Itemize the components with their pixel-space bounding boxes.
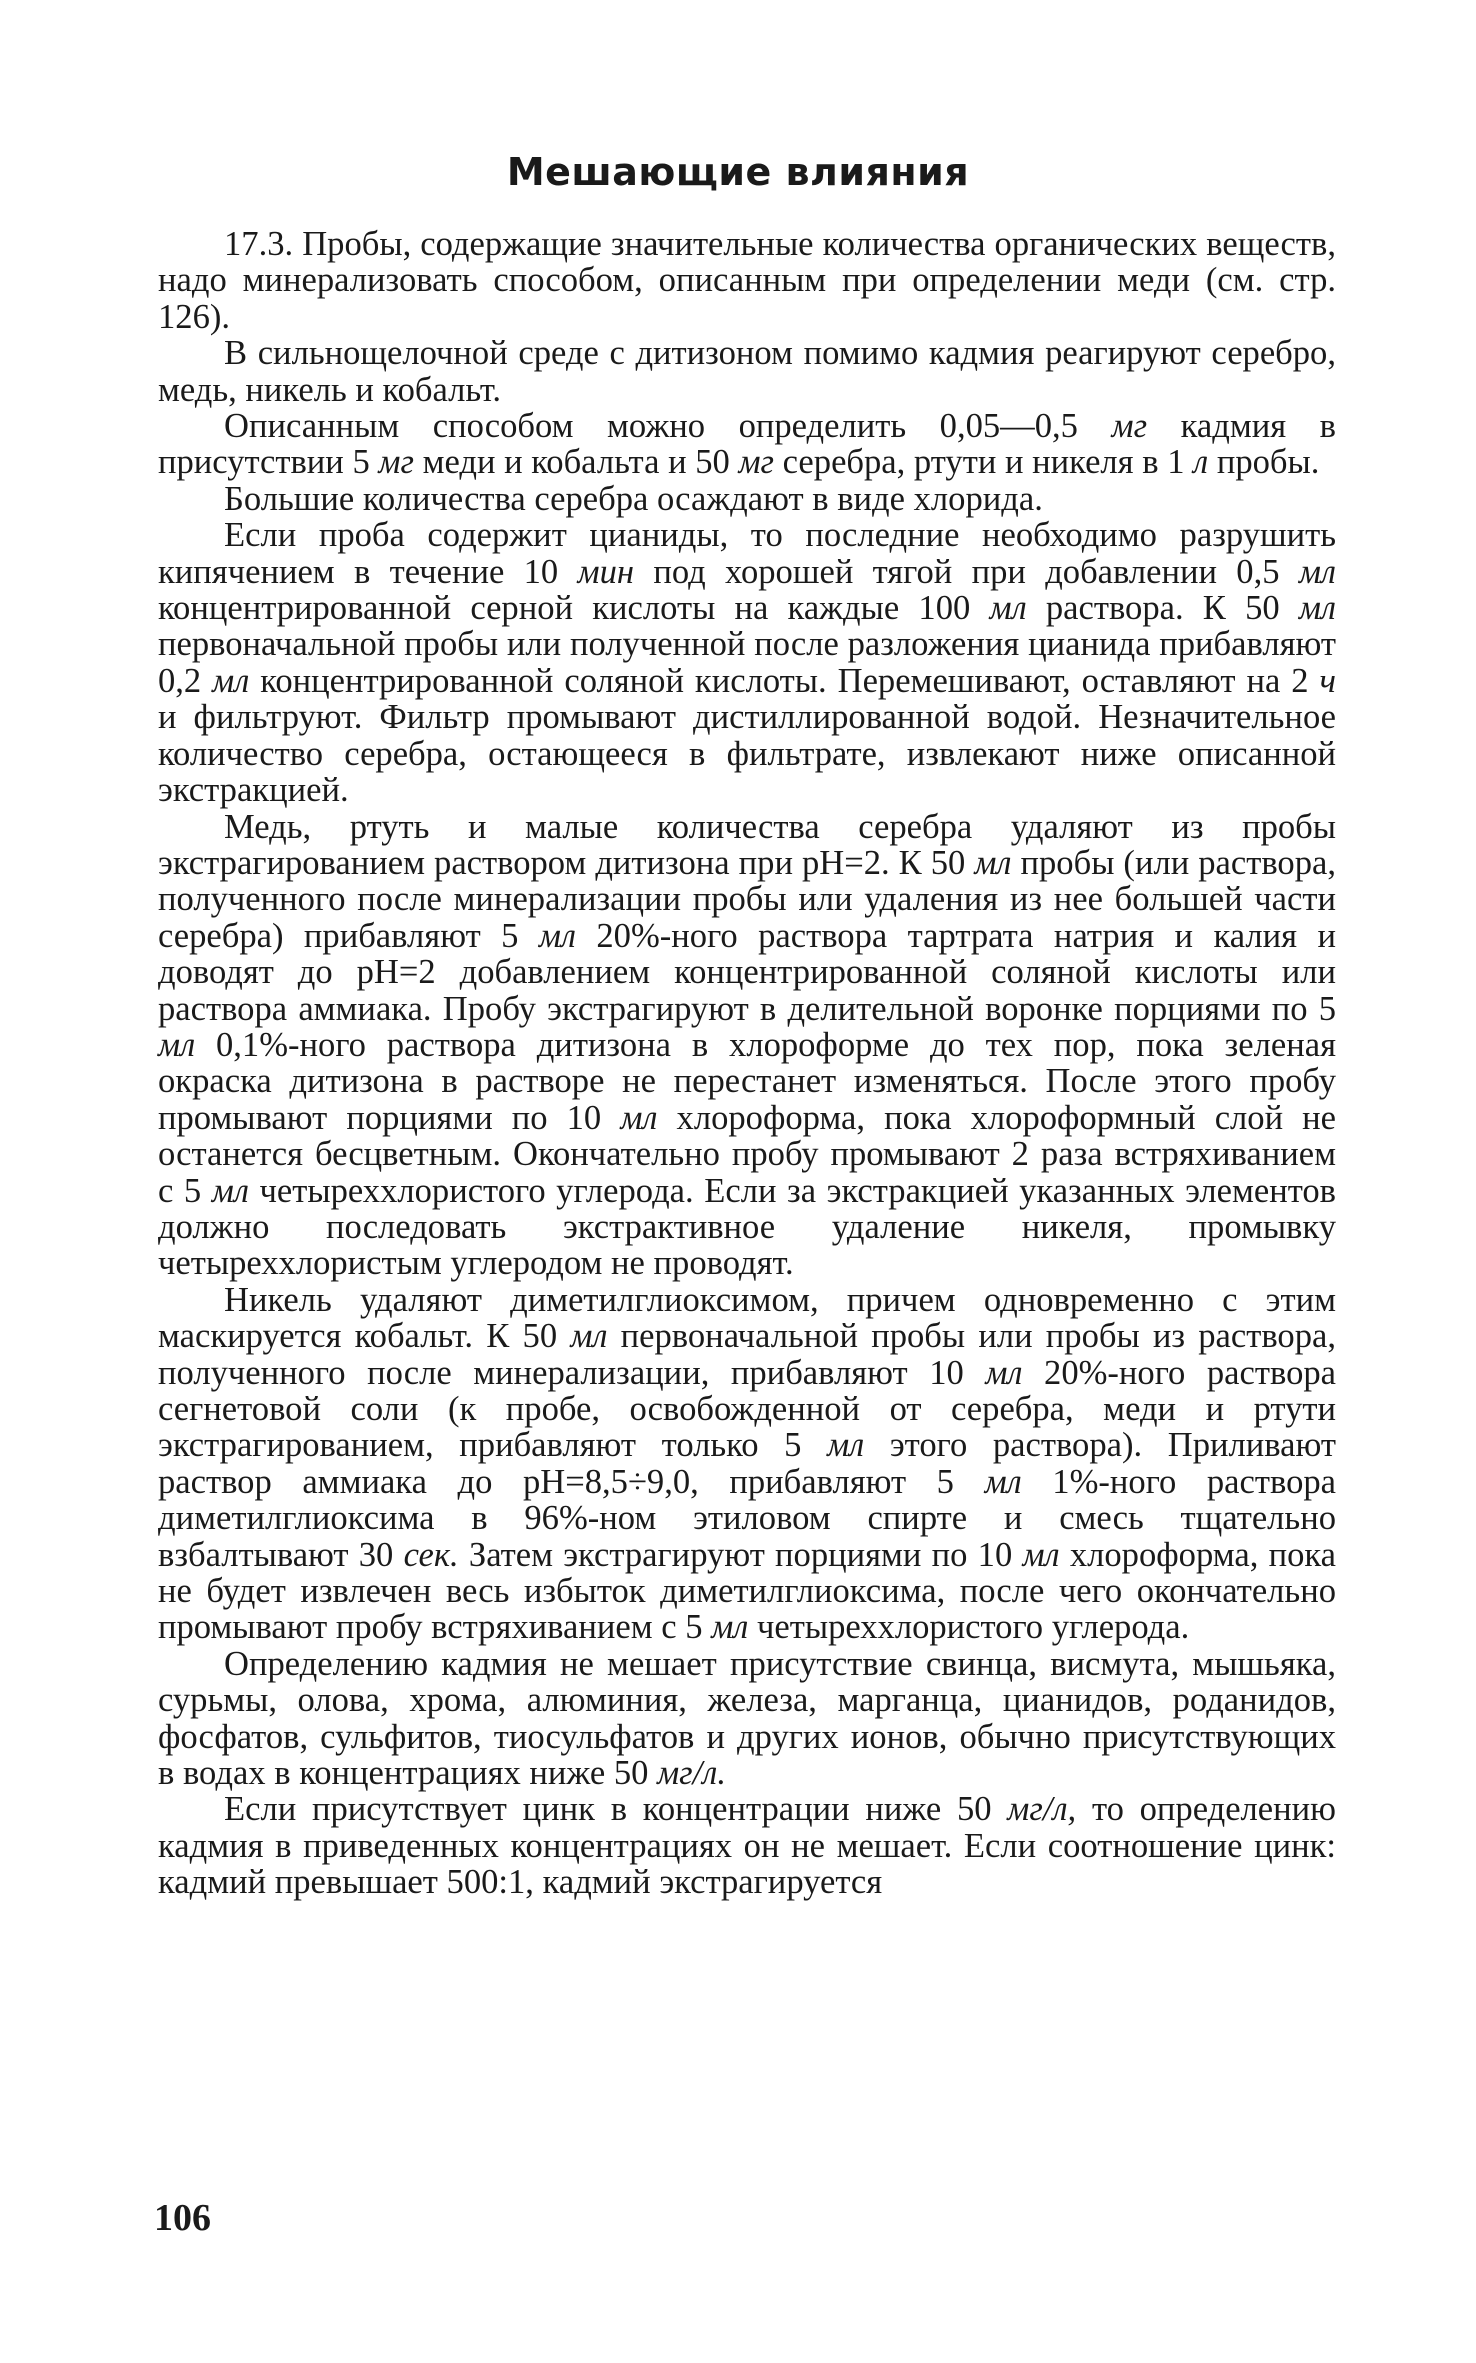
- text-run: Определению кадмия не мешает присутствие свинца, висмута, мышьяка, сурьмы, олова, хрома, алюминия, железа, марганца, цианидов, роданидов, фосфатов, сульфитов, тиосульфатов и других ионов, обычно присутствующих в водах в концентрациях ниже 50: [158, 1644, 1336, 1793]
- unit-text: мг: [738, 443, 775, 482]
- text-run: и фильтруют. Фильтр промывают дистиллированной водой. Незначительное количество серебра, остающееся в фильтрате, извлекают ниже описанной экстракцией.: [158, 698, 1336, 810]
- text-run: первоначальной пробы или полученной после разложения цианида прибавляют 0,2: [158, 625, 1336, 700]
- text-run: меди и кобальта и 50: [413, 443, 739, 482]
- unit-text: мл: [570, 1317, 608, 1356]
- text-run: хлороформа, пока не будет извлечен весь избыток диметилглиоксима, после чего окончательно промывают пробу встряхиванием с 5: [158, 1535, 1337, 1647]
- text-run: концентрированной соляной кислоты. Перемешивают, оставляют на 2: [249, 661, 1320, 700]
- unit-text: мл: [538, 916, 576, 955]
- text-run: концентрированной серной кислоты на каждые 100: [158, 589, 990, 628]
- text-run: 17.3. Пробы, содержащие значительные количества органических веществ, надо минерализовать способом, описанным при определении меди (см. стр. 126).: [158, 225, 1336, 336]
- unit-text: мл: [711, 1608, 749, 1647]
- unit-text: мг/л.: [657, 1754, 726, 1793]
- paragraph: [158, 1791, 1336, 1900]
- text-run: раствора. К 50: [1026, 589, 1299, 628]
- unit-text: мин: [577, 552, 635, 591]
- paragraph: [158, 517, 1336, 808]
- text-run: пробы (или раствора, полученного после минерализации пробы или удаления из нее большей части серебра) прибавляют 5: [158, 843, 1336, 955]
- unit-text: мл: [989, 589, 1027, 628]
- unit-text: мл: [620, 1098, 658, 1137]
- body-text: [158, 226, 1336, 1901]
- text-run: В сильнощелочной среде с дитизоном помимо кадмия реагируют серебро, медь, никель и кобальт.: [158, 334, 1336, 409]
- unit-text: мл: [984, 1462, 1022, 1501]
- text-run: Описанным способом можно определить 0,05—0,5: [224, 407, 1112, 446]
- text-run: под хорошей тягой при добавлении 0,5: [634, 552, 1299, 591]
- text-run: 1%-ного раствора диметилглиоксима в 96%-ном этиловом спирте и смесь тщательно взбалтывают 30: [158, 1462, 1336, 1574]
- paragraph: [158, 481, 1336, 517]
- text-run: кадмия в присутствии 5: [158, 407, 1336, 482]
- paragraph: [158, 408, 1336, 481]
- text-run: Если проба содержит цианиды, то последние необходимо разрушить кипячением в течение 10: [158, 516, 1336, 591]
- paragraph: [158, 335, 1336, 408]
- unit-text: мл: [211, 1171, 249, 1210]
- paragraph: [158, 1646, 1336, 1792]
- text-run: 0,1%-ного раствора дитизона в хлороформе до тех пор, пока зеленая окраска дитизона в растворе не перестанет изменяться. После этого пробу промывают порциями по 10: [158, 1025, 1336, 1137]
- page-number: 106: [154, 2197, 211, 2239]
- unit-text: мл: [974, 843, 1012, 882]
- unit-text: мл: [827, 1426, 865, 1465]
- paragraph: [158, 1282, 1336, 1646]
- paragraph: [158, 809, 1336, 1282]
- unit-text: мл: [212, 661, 250, 700]
- text-run: четыреххлористого углерода.: [748, 1608, 1190, 1647]
- section-heading: Мешающие влияния: [506, 150, 970, 194]
- unit-text: мл: [158, 1025, 196, 1064]
- paragraph: [158, 226, 1336, 335]
- text-run: этого раствора). Приливают раствор аммиака до pH=8,5÷9,0, прибавляют 5: [158, 1426, 1336, 1501]
- text-run: хлороформа, пока хлороформный слой не останется бесцветным. Окончательно пробу промывают 2 раза встряхиванием с 5: [158, 1098, 1337, 1210]
- text-run: Медь, ртуть и малые количества серебра удаляют из пробы экстрагированием раствором дитизона при pH=2. К 50: [158, 807, 1336, 882]
- text-run: первоначальной пробы или пробы из раствора, полученного после минерализации, прибавляют 10: [158, 1317, 1336, 1392]
- unit-text: мг: [1111, 407, 1148, 446]
- text-run: четыреххлористого углерода. Если за экстракцией указанных элементов должно последовать экстрактивное удаление никеля, промывку четыреххлористым углеродом не проводят.: [158, 1171, 1336, 1283]
- unit-text: мл: [985, 1353, 1023, 1392]
- text-run: Затем экстрагируют порциями по 10: [458, 1535, 1023, 1574]
- unit-text: мл: [1022, 1535, 1060, 1574]
- unit-text: мл: [1298, 589, 1336, 628]
- text-run: Большие количества серебра осаждают в виде хлорида.: [224, 479, 1043, 518]
- text-run: Если присутствует цинк в концентрации ниже 50: [224, 1790, 1008, 1829]
- text-run: 20%-ного раствора тартрата натрия и калия и доводят до pH=2 добавлением концентрированной соляной кислоты или раствора аммиака. Пробу экстрагируют в делительной воронке порциями по 5: [158, 916, 1336, 1028]
- unit-text: л: [1193, 443, 1209, 482]
- text-run: 20%-ного раствора сегнетовой соли (к пробе, освобожденной от серебра, меди и ртути экстрагированием, прибавляют только 5: [158, 1353, 1336, 1465]
- unit-text: сек.: [403, 1535, 459, 1574]
- text-run: Никель удаляют диметилглиоксимом, причем одновременно с этим маскируется кобальт. К 50: [158, 1280, 1336, 1356]
- unit-text: мг: [378, 443, 414, 482]
- text-run: то определению кадмия в приведенных концентрациях он не мешает. Если соотношение цинк: кадмий превышает 500:1, кадмий экстрагируется: [158, 1790, 1336, 1902]
- text-run: серебра, ртути и никеля в 1: [774, 443, 1194, 482]
- unit-text: мг/л,: [1007, 1790, 1077, 1829]
- text-run: пробы.: [1208, 443, 1320, 482]
- unit-text: ч: [1319, 661, 1336, 700]
- unit-text: мл: [1298, 552, 1336, 591]
